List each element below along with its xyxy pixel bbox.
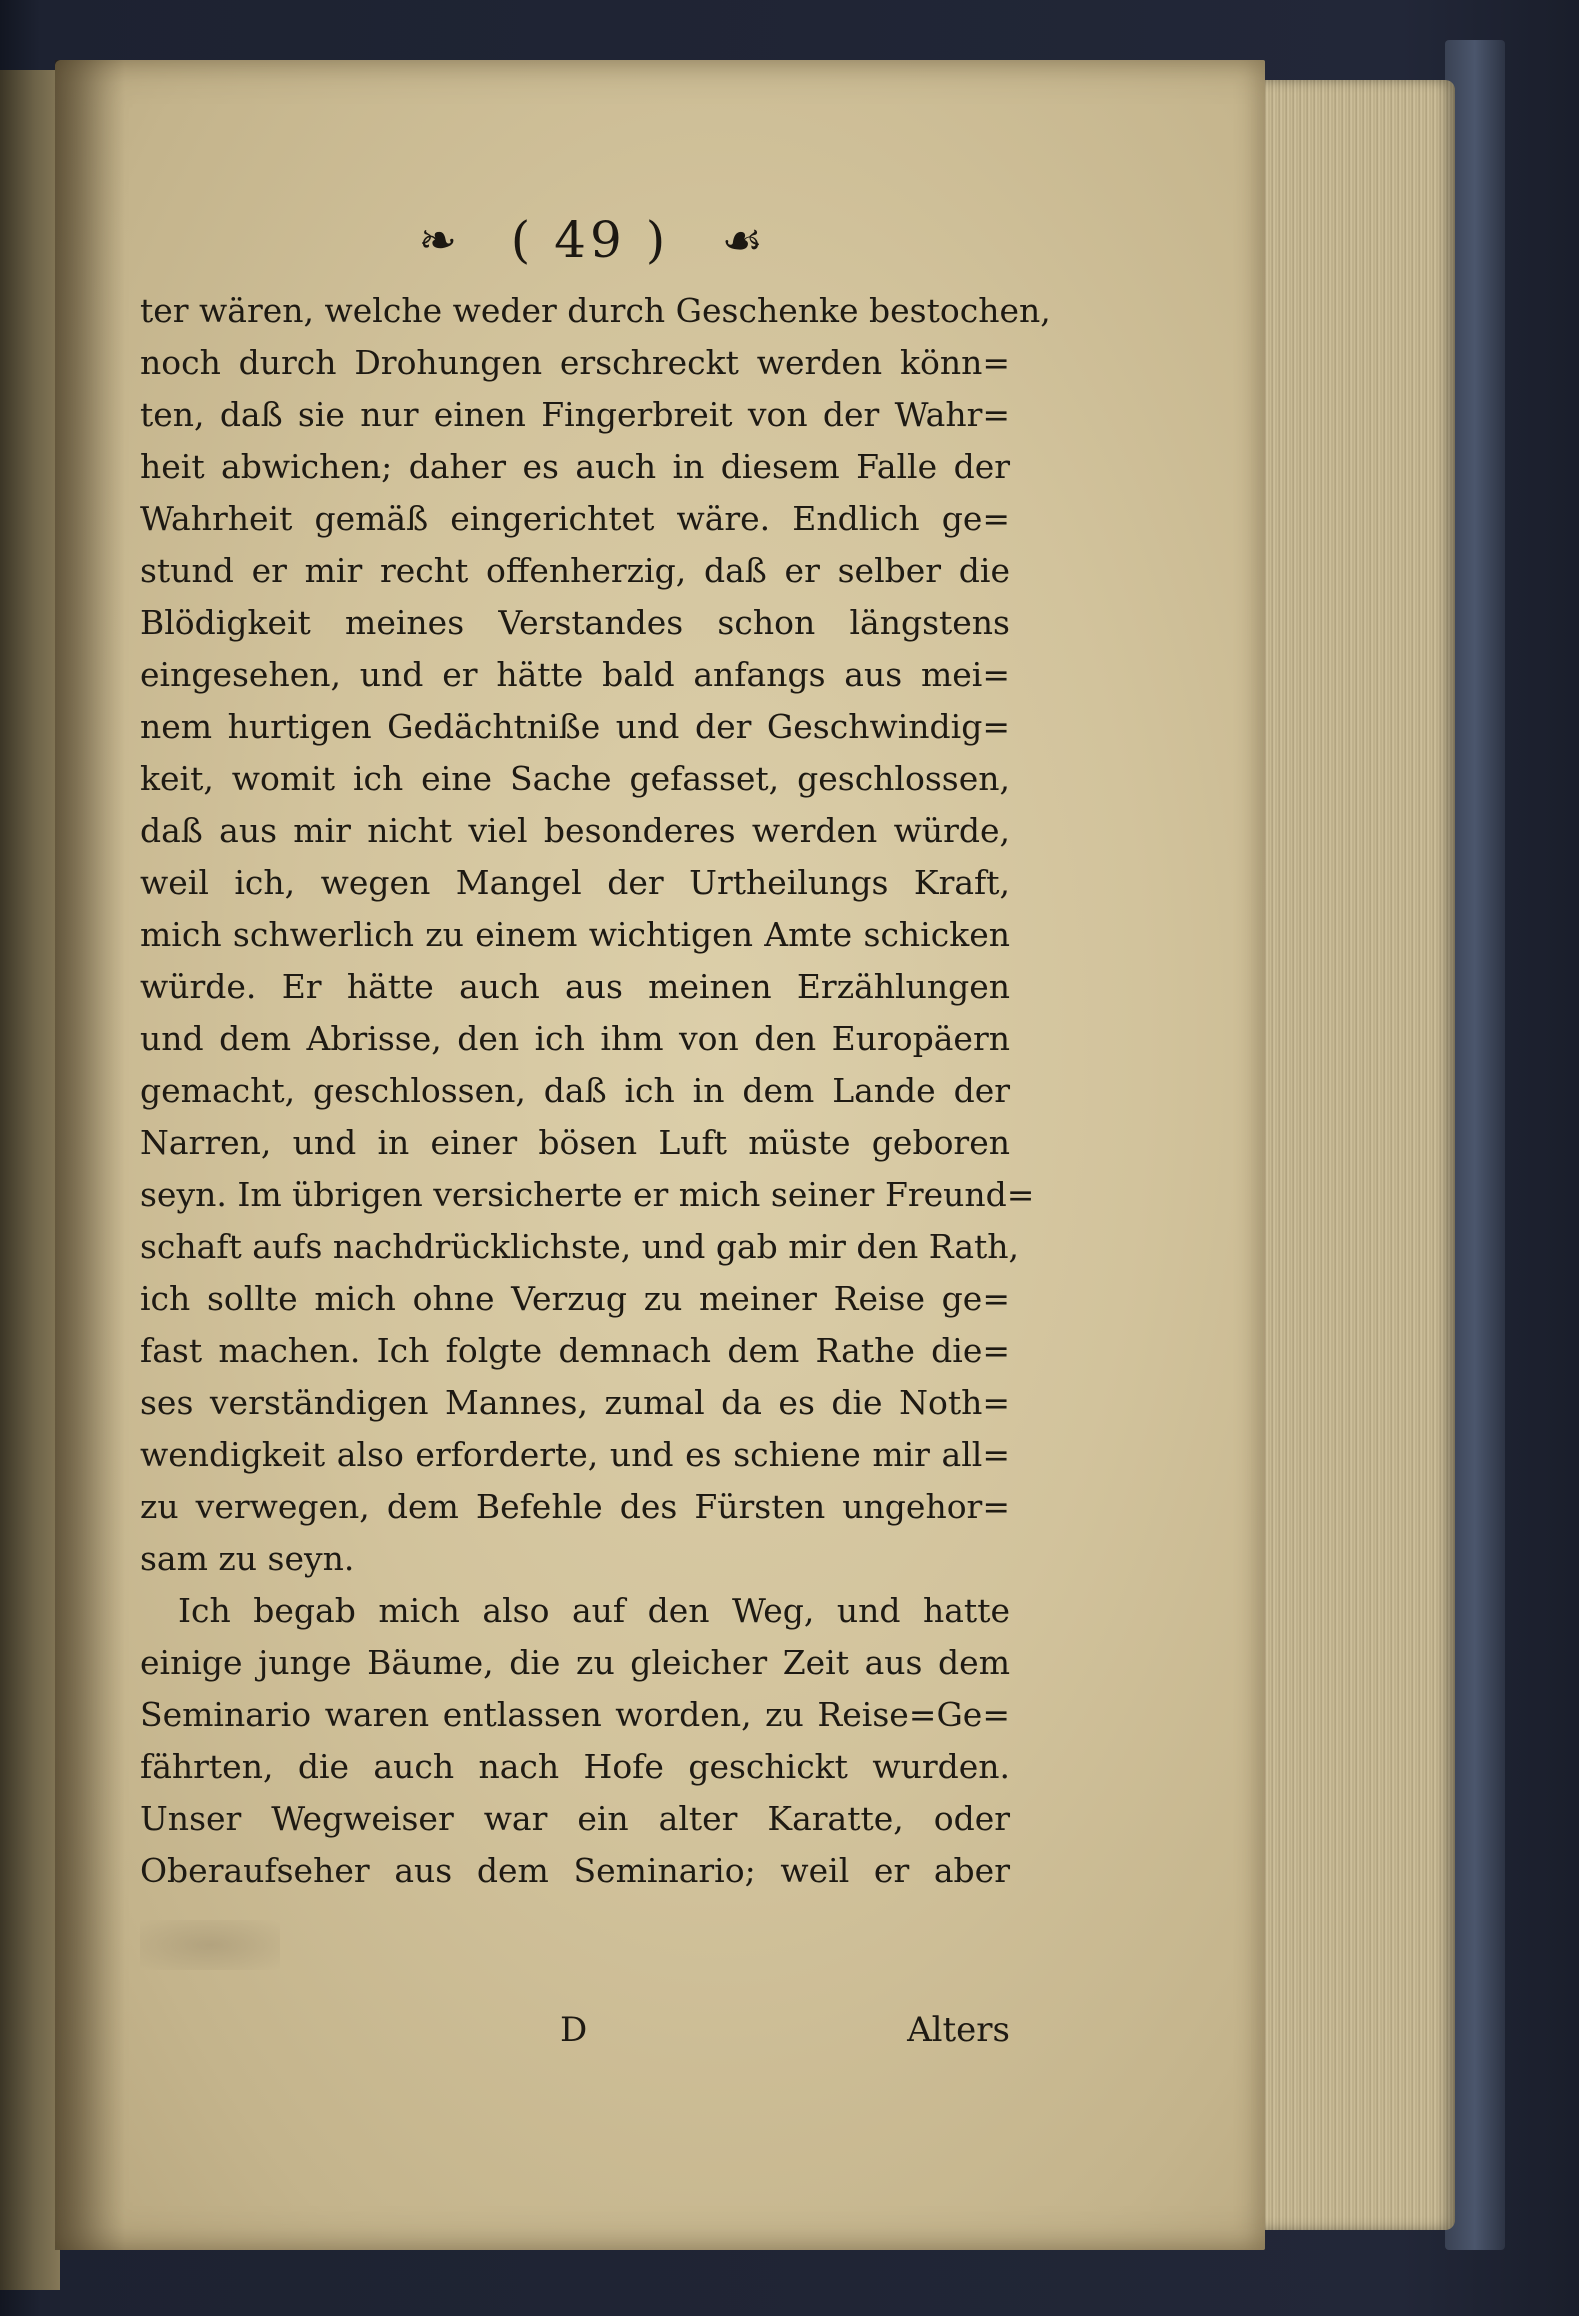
text-line: würde. Er hätte auch aus meinen Erzählungen xyxy=(140,967,1010,1006)
text-line: Ich begab mich also auf den Weg, und hatte xyxy=(178,1591,1010,1630)
running-header xyxy=(330,205,850,275)
signature-mark: D xyxy=(560,2010,588,2050)
right-ornament-icon: ☙ xyxy=(721,213,763,267)
text-line: sam zu seyn. xyxy=(140,1539,355,1578)
text-line: ter wären, welche weder durch Geschenke bestochen, xyxy=(140,291,1051,330)
text-line: einige junge Bäume, die zu gleicher Zeit aus dem xyxy=(140,1643,1010,1682)
text-line: Blödigkeit meines Verstandes schon längstens xyxy=(140,603,1010,642)
text-line: ses verständigen Mannes, zumal da es die Noth= xyxy=(140,1383,1010,1422)
text-line: schaft aufs nachdrücklichste, und gab mir den Rath, xyxy=(140,1227,1020,1266)
left-ornament-icon: ❧ xyxy=(418,213,458,267)
text-line: Oberaufseher aus dem Seminario; weil er aber xyxy=(140,1851,1010,1890)
text-line: seyn. Im übrigen versicherte er mich seiner Freund= xyxy=(140,1175,1035,1214)
text-line: nem hurtigen Gedächtniße und der Geschwindig= xyxy=(140,707,1010,746)
text-line: zu verwegen, dem Befehle des Fürsten ungehor= xyxy=(140,1487,1010,1526)
text-line: keit, womit ich eine Sache gefasset, geschlossen, xyxy=(140,759,1010,798)
text-line: wendigkeit also erforderte, und es schiene mir all= xyxy=(140,1435,1010,1474)
catchword: Alters xyxy=(907,2010,1010,2050)
text-line: Unser Wegweiser war ein alter Karatte, oder xyxy=(140,1799,1010,1838)
text-line: weil ich, wegen Mangel der Urtheilungs Kraft, xyxy=(140,863,1010,902)
text-line: daß aus mir nicht viel besonderes werden würde, xyxy=(140,811,1010,850)
text-line: und dem Abrisse, den ich ihm von den Europäern xyxy=(140,1019,1010,1058)
text-line: gemacht, geschlossen, daß ich in dem Lande der xyxy=(140,1071,1010,1110)
ink-smudge xyxy=(140,1920,280,1970)
text-line: mich schwerlich zu einem wichtigen Amte schicken xyxy=(140,915,1010,954)
text-line: noch durch Drohungen erschreckt werden könn= xyxy=(140,343,1010,382)
text-line: Narren, und in einer bösen Luft müste geboren xyxy=(140,1123,1010,1162)
text-line: fährten, die auch nach Hofe geschickt wurden. xyxy=(140,1747,1010,1786)
page-block-edges xyxy=(1255,80,1455,2230)
text-line: eingesehen, und er hätte bald anfangs aus mei= xyxy=(140,655,1010,694)
page-body-text xyxy=(140,285,1051,1897)
text-line: ich sollte mich ohne Verzug zu meiner Reise ge= xyxy=(140,1279,1010,1318)
text-line: fast machen. Ich folgte demnach dem Rathe die= xyxy=(140,1331,1010,1370)
facing-page-edge xyxy=(0,70,60,2290)
text-line: Seminario waren entlassen worden, zu Reise=Ge= xyxy=(140,1695,1010,1734)
text-line: ten, daß sie nur einen Fingerbreit von der Wahr= xyxy=(140,395,1010,434)
text-line: Wahrheit gemäß eingerichtet wäre. Endlich ge= xyxy=(140,499,1010,538)
text-line: stund er mir recht offenherzig, daß er selber die xyxy=(140,551,1010,590)
page-footer xyxy=(140,2000,1010,2060)
text-line: heit abwichen; daher es auch in diesem Falle der xyxy=(140,447,1010,486)
page-number: ( 49 ) xyxy=(510,211,670,269)
